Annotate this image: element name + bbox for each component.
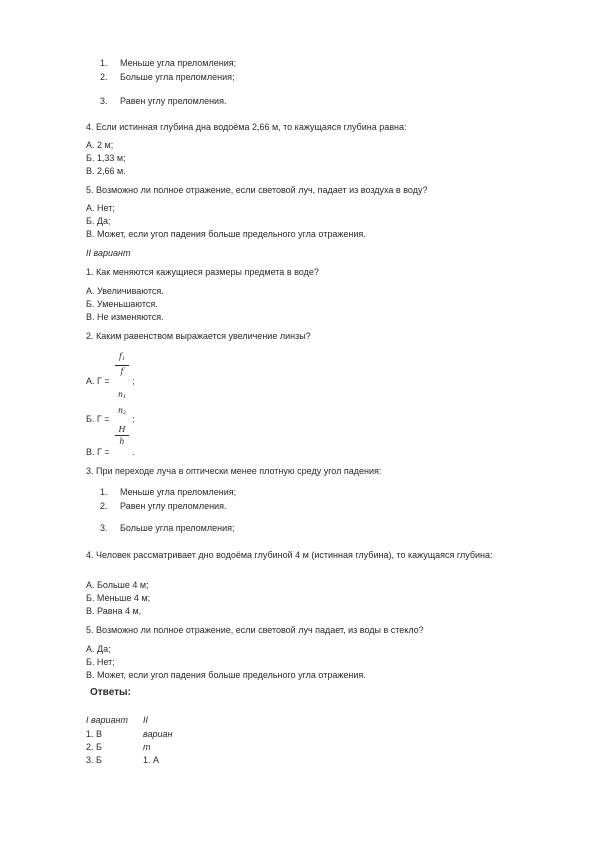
answer-item: 3. Б bbox=[86, 755, 102, 765]
answer-option: Б. Нет; bbox=[86, 657, 115, 667]
answer-option: В. Может, если угол падения больше предельного угла отражения. bbox=[86, 229, 366, 239]
option-b-label: Б. Г = bbox=[86, 414, 110, 424]
answer-option: В. Не изменяются. bbox=[86, 312, 164, 322]
option-b-tail: ; bbox=[132, 414, 135, 424]
list-item-text: Меньше угла преломления; bbox=[120, 58, 237, 68]
answer-option: В. Равна 4 м. bbox=[86, 606, 142, 616]
option-c-label: В. Г = bbox=[86, 447, 110, 457]
list-item-2: 2. bbox=[100, 72, 108, 82]
question-3-v2: 3. При переходе луча в оптически менее плотную среду угол падения: bbox=[86, 466, 382, 476]
question-4-v1: 4. Если истинная глубина дна водоёма 2,66 м, то кажущаяся глубина равна: bbox=[86, 122, 407, 132]
formula-b-top: $n_1$ bbox=[117, 390, 127, 400]
list-item-2: 2. bbox=[100, 501, 108, 511]
list-item-text: Равен углу преломления. bbox=[120, 501, 227, 511]
list-item-3: 3. bbox=[100, 523, 108, 533]
list-item-3: 3. bbox=[100, 96, 108, 106]
list-item-text: Равен углу преломления. bbox=[120, 96, 227, 106]
formula-a: $f_1$ f bbox=[115, 352, 129, 376]
list-item-1: 1. bbox=[100, 58, 108, 68]
answer-item: 1. В bbox=[86, 729, 103, 739]
variant-2-title: II вариант bbox=[86, 248, 131, 258]
answer-option: В. 2,66 м. bbox=[86, 166, 126, 176]
answer-option: А. 2 м; bbox=[86, 140, 114, 150]
answers-col2-header-1: II bbox=[143, 715, 149, 725]
question-5-v2: 5. Возможно ли полное отражение, если световой луч падает, из воды в стекло? bbox=[86, 625, 424, 635]
formula-c: H h bbox=[115, 425, 129, 446]
answer-option: Б. Уменьшаются. bbox=[86, 299, 158, 309]
list-item-text: Больше угла преломления; bbox=[120, 523, 235, 533]
answer-item: 1. А bbox=[143, 755, 160, 765]
answer-option: А. Увеличиваются. bbox=[86, 286, 164, 296]
question-2-v2: 2. Каким равенством выражается увеличение линзы? bbox=[86, 331, 311, 341]
answer-option: В. Может, если угол падения больше предельного угла отражения. bbox=[86, 670, 366, 680]
answer-item: 2. Б bbox=[86, 742, 102, 752]
list-item-text: Больше угла преломления; bbox=[120, 72, 235, 82]
answers-col2-header-2: вариан bbox=[143, 729, 173, 739]
answers-title: Ответы: bbox=[90, 687, 131, 698]
answer-option: Б. Меньше 4 м; bbox=[86, 593, 151, 603]
answer-option: А. Больше 4 м; bbox=[86, 580, 149, 590]
question-1-v2: 1. Как меняются кажущиеся размеры предмета в воде? bbox=[86, 267, 319, 277]
list-item-1: 1. bbox=[100, 487, 108, 497]
answer-option: Б. 1,33 м; bbox=[86, 153, 126, 163]
answer-option: А. Да; bbox=[86, 644, 111, 654]
question-5-v1: 5. Возможно ли полное отражение, если световой луч, падает из воздуха в воду? bbox=[86, 185, 428, 195]
answer-option: А. Нет; bbox=[86, 203, 115, 213]
answers-col1-header: I вариант bbox=[86, 715, 128, 725]
option-a-label: А. Г = bbox=[86, 376, 110, 386]
question-4-v2: 4. Человек рассматривает дно водоёма глубиной 4 м (истинная глубина), то кажущаяся глубина: bbox=[86, 550, 493, 560]
answers-col2-header-3: т bbox=[143, 742, 151, 752]
answer-option: Б. Да; bbox=[86, 216, 111, 226]
option-a-tail: ; bbox=[132, 376, 135, 386]
formula-b: $n_2$ bbox=[117, 406, 127, 416]
option-c-tail: . bbox=[132, 447, 135, 457]
list-item-text: Меньше угла преломления; bbox=[120, 487, 237, 497]
